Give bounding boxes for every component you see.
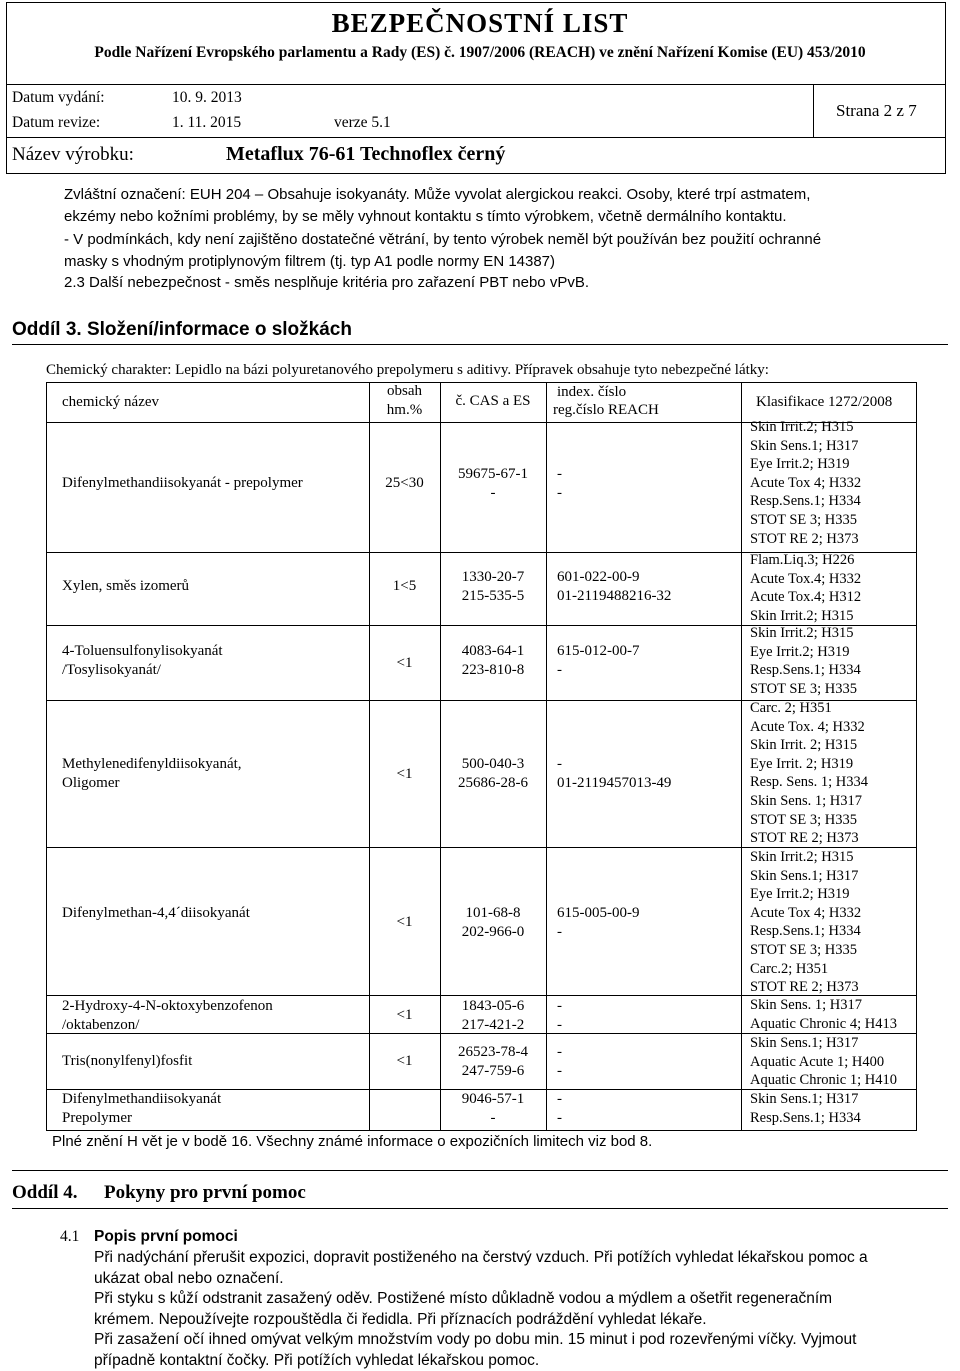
hazard-classification: Resp.Sens.1; H334 (750, 493, 861, 510)
hazard-classification: STOT SE 3; H335 (750, 942, 858, 958)
hazard-classification: Skin Sens.1; H317 (750, 867, 859, 884)
version-label: verze 5.1 (334, 114, 391, 131)
special-labelling-line: Zvláštní označení: EUH 204 – Obsahuje isokyanáty. Může vyvolat alergickou reakci. Osoby, které trpí astmatem, (64, 186, 811, 203)
hazard-classification: Aquatic Chronic 1; H410 (750, 1072, 897, 1089)
index-number: 601-022-00-9 (557, 569, 640, 585)
cas-number: 215-535-5 (461, 587, 525, 604)
hazard-classification: Skin Irrit. 2; H315 (750, 737, 858, 754)
cas-number: 500-040-3 (461, 756, 525, 772)
header-column-divider (813, 84, 814, 137)
substance-name: Oligomer (62, 774, 120, 791)
first-aid-line: případně kontaktní čočky. Při potížích vyhledat lékařskou pomoc. (94, 1351, 540, 1369)
index-number: - (557, 1016, 562, 1033)
substance-name: Tris(nonylfenyl)fosfit (62, 1053, 193, 1069)
column-header-content: hm.% (386, 402, 423, 418)
hazard-classification: Eye Irrit.2; H319 (750, 643, 850, 660)
index-number: 615-012-00-7 (557, 643, 640, 659)
index-number: 01-2119488216-32 (557, 587, 672, 604)
cas-number: 217-421-2 (461, 1016, 525, 1033)
hazard-classification: STOT RE 2; H373 (750, 830, 859, 847)
substance-name: /oktabenzon/ (62, 1016, 140, 1033)
special-labelling-line: ekzémy nebo kožními problémy, by se měly vyhnout kontaktu s tímto výrobkem, včetně dermálního kontaktu. (64, 208, 787, 225)
column-header-index: index. číslo (557, 384, 627, 400)
hazard-classification: Skin Irrit.2; H315 (750, 625, 854, 641)
page-number: Strana 2 z 7 (836, 101, 917, 120)
product-name: Metaflux 76-61 Technoflex černý (226, 143, 506, 165)
index-number: - (557, 484, 562, 501)
index-number: 615-005-00-9 (557, 905, 640, 921)
hazard-classification: STOT SE 3; H335 (750, 512, 858, 528)
column-header-index: reg.číslo REACH (553, 402, 659, 418)
section-4-heading: Pokyny pro první pomoc (104, 1182, 306, 1203)
other-hazards-line: 2.3 Další nebezpečnost - směs nesplňuje kritéria pro zařazení PBT nebo vPvB. (64, 274, 589, 291)
hazard-classification: Skin Sens. 1; H317 (750, 997, 862, 1013)
substance-name: 2-Hydroxy-4-N-oktoxybenzofenon (62, 998, 273, 1014)
issue-date: 10. 9. 2013 (172, 89, 242, 106)
revision-date: 1. 11. 2015 (172, 114, 242, 131)
section-rule (12, 1208, 948, 1209)
hazard-classification: STOT RE 2; H373 (750, 530, 859, 547)
cas-number: - (490, 484, 496, 501)
hazard-classification: Skin Sens.1; H317 (750, 437, 859, 454)
cas-number: 1843-05-6 (461, 998, 525, 1014)
substance-content: 25<30 (385, 475, 424, 491)
cas-number: 1330-20-7 (461, 569, 525, 585)
cas-number: 101-68-8 (465, 905, 521, 921)
subsection-title: Popis první pomoci (94, 1228, 238, 1245)
cas-number: 25686-28-6 (458, 774, 528, 791)
cas-number: 202-966-0 (461, 923, 525, 940)
first-aid-line: Při zasažení očí ihned omývat velkým množstvím vody po dobu min. 15 minut i pod rozevřenými víčky. Vyjmout (94, 1331, 857, 1348)
cas-number: - (490, 1109, 496, 1126)
substance-content: 1<5 (392, 578, 417, 594)
index-number: - (557, 923, 562, 940)
cas-number: 247-759-6 (461, 1062, 525, 1079)
cas-number: 4083-64-1 (461, 643, 525, 659)
section-3-heading: Oddíl 3. Složení/informace o složkách (12, 319, 352, 340)
index-number: - (557, 1091, 562, 1107)
hazard-classification: Skin Irrit.2; H315 (750, 419, 854, 435)
hazard-classification: STOT RE 2; H373 (750, 979, 859, 996)
column-header-classification: Klasifikace 1272/2008 (756, 394, 893, 410)
first-aid-line: krémem. Nepoužívejte rozpouštědla či ředidla. Při příznacích podráždění vyhledat lékaře. (94, 1310, 707, 1328)
substance-content: <1 (396, 1007, 413, 1023)
hazard-classification: Eye Irrit.2; H319 (750, 886, 850, 903)
substance-name: Difenylmethandiisokyanát (62, 1091, 222, 1107)
hazard-classification: Skin Sens.1; H317 (750, 1091, 859, 1107)
substance-content: <1 (396, 766, 413, 782)
hazard-classification: Skin Irrit.2; H315 (750, 849, 854, 865)
index-number: - (557, 1044, 562, 1060)
index-number: 01-2119457013-49 (557, 774, 672, 791)
index-number: - (557, 998, 562, 1014)
hazard-classification: Skin Sens. 1; H317 (750, 793, 862, 809)
substance-name: /Tosylisokyanát/ (62, 661, 161, 678)
column-header-content: obsah (387, 383, 422, 399)
hazard-classification: Eye Irrit. 2; H319 (750, 755, 854, 772)
index-number: - (557, 1062, 562, 1079)
hazard-classification: Resp.Sens.1; H334 (750, 923, 861, 940)
substance-name: Difenylmethan-4,4´diisokyanát (62, 905, 250, 921)
ventilation-warning-line: - V podmínkách, kdy není zajištěno dostatečné větrání, by tento výrobek neměl být používán bez použití ochranné (64, 231, 822, 248)
hazard-classification: STOT SE 3; H335 (750, 680, 858, 697)
first-aid-line: ukázat obal nebo označení. (94, 1269, 284, 1287)
hazard-classification: Resp.Sens.1; H334 (750, 1109, 861, 1126)
index-number: - (557, 1109, 562, 1126)
index-number: - (557, 466, 562, 482)
hazard-classification: Carc. 2; H351 (750, 700, 832, 716)
column-header-name: chemický název (62, 394, 160, 410)
substance-content: <1 (396, 1053, 413, 1069)
revision-date-label: Datum revize: (12, 114, 101, 131)
issue-date-label: Datum vydání: (12, 89, 105, 106)
substance-content: <1 (396, 914, 413, 930)
substance-name: Difenylmethandiisokyanát - prepolymer (62, 475, 303, 491)
substance-name: Xylen, směs izomerů (62, 578, 190, 594)
hazard-classification: Carc.2; H351 (750, 960, 829, 977)
hazard-classification: Eye Irrit.2; H319 (750, 456, 850, 473)
hazard-classification: Flam.Liq.3; H226 (750, 552, 855, 568)
hazard-classification: Resp. Sens. 1; H334 (750, 774, 869, 791)
substance-name: Prepolymer (62, 1109, 132, 1126)
regulation-line: Podle Nařízení Evropského parlamentu a Rady (ES) č. 1907/2006 (REACH) ve znění Nařízení Komise (EU) 453/2010 (94, 44, 866, 61)
first-aid-line: Při nadýchání přerušit expozici, dopravit postiženého na čerstvý vzduch. Při potížích vyhledat lékařskou pomoc a (94, 1249, 868, 1266)
index-number: - (557, 661, 562, 678)
subsection-number: 4.1 (60, 1228, 80, 1245)
document-title: BEZPEČNOSTNÍ LIST (331, 8, 629, 38)
h-statements-note: Plné znění H vět je v bodě 16. Všechny známé informace o expozičních limitech viz bod 8. (52, 1133, 653, 1150)
column-header-cas: č. CAS a ES (455, 393, 531, 409)
substance-content: <1 (396, 655, 413, 671)
cas-number: 9046-57-1 (461, 1091, 525, 1107)
table-column-rule (546, 382, 547, 1130)
hazard-classification: Acute Tox. 4; H332 (750, 718, 865, 735)
hazard-classification: Aquatic Chronic 4; H413 (750, 1015, 897, 1032)
hazard-classification: Acute Tox 4; H332 (750, 904, 862, 921)
hazard-classification: STOT SE 3; H335 (750, 811, 858, 828)
hazard-classification: Skin Irrit.2; H315 (750, 607, 854, 624)
header-divider (7, 137, 945, 138)
chemical-character: Chemický charakter: Lepidlo na bázi polyuretanového prepolymeru s aditivy. Přípravek obsahuje tyto nebezpečné látky: (46, 362, 769, 378)
hazard-classification: Aquatic Acute 1; H400 (750, 1053, 885, 1070)
product-name-label: Název výrobku: (12, 144, 134, 165)
cas-number: 26523-78-4 (458, 1044, 528, 1060)
hazard-classification: Acute Tox.4; H332 (750, 570, 862, 587)
header-divider (7, 84, 945, 85)
hazard-classification: Acute Tox.4; H312 (750, 589, 862, 606)
hazard-classification: Resp.Sens.1; H334 (750, 662, 861, 679)
substance-name: 4-Toluensulfonylisokyanát (62, 643, 223, 659)
substance-name: Methylenedifenyldiisokyanát, (62, 756, 242, 772)
index-number: - (557, 756, 562, 772)
section-4-number: Oddíl 4. (12, 1182, 78, 1203)
cas-number: 223-810-8 (461, 661, 525, 678)
section-rule (12, 1170, 948, 1171)
first-aid-line: Při styku s kůží odstranit zasažený oděv. Postižené místo důkladně vodou a mýdlem a ošetřit regeneračním (94, 1290, 833, 1307)
hazard-classification: Acute Tox 4; H332 (750, 474, 862, 491)
hazard-classification: Skin Sens.1; H317 (750, 1035, 859, 1051)
table-column-rule (741, 382, 742, 1130)
section-rule (12, 344, 948, 345)
cas-number: 59675-67-1 (458, 466, 528, 482)
ventilation-warning-line: masky s vhodným protiplynovým filtrem (tj. typ A1 podle normy EN 14387) (64, 253, 556, 270)
